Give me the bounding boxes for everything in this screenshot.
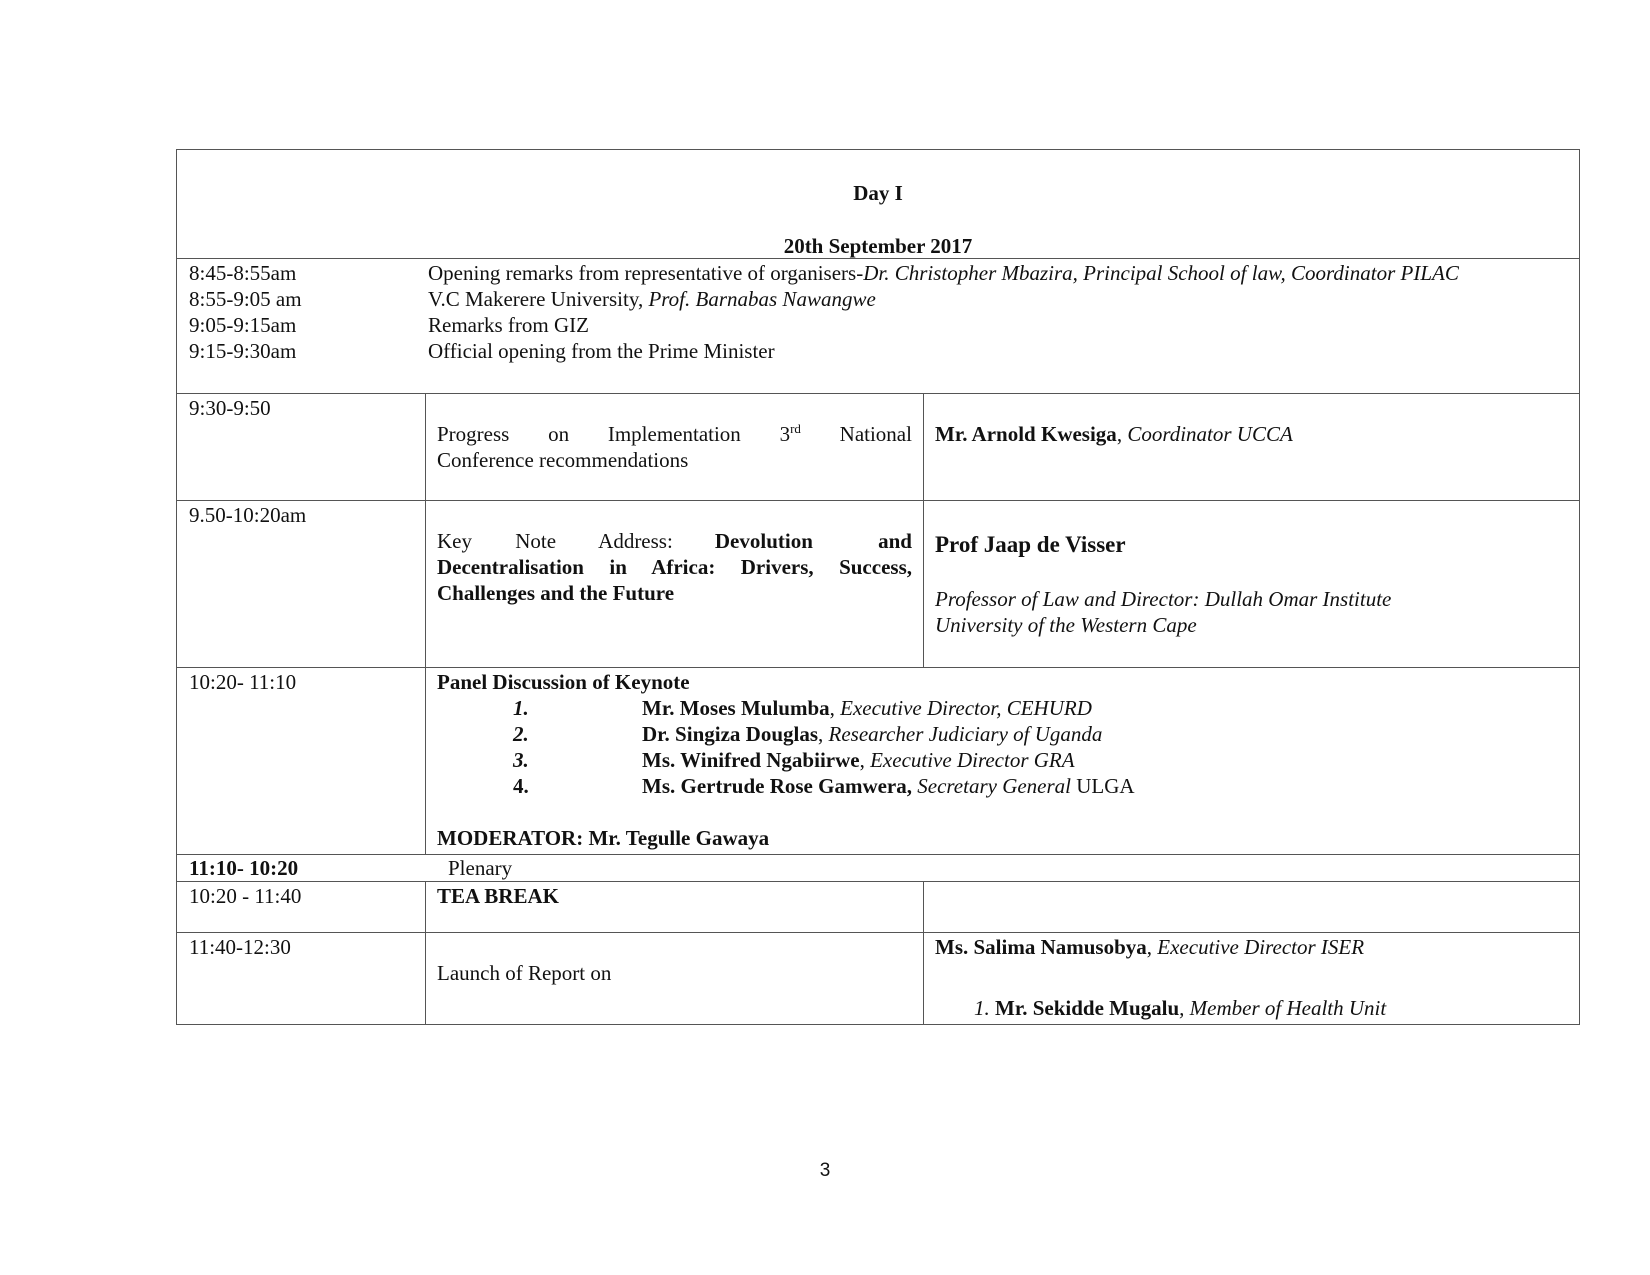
opening-item-3: Remarks from GIZ <box>428 313 589 337</box>
topic-cell <box>425 933 923 1024</box>
plenary-label: Plenary <box>448 856 513 880</box>
topic-line-2: Decentralisation in Africa: Drivers, Success, <box>437 555 912 579</box>
day-header-row <box>176 149 1580 259</box>
speaker: Mr. Arnold Kwesiga, Coordinator UCCA <box>935 422 1293 446</box>
agenda-table <box>176 149 1580 1025</box>
launch-label: Launch of Report on <box>437 961 612 985</box>
time-slot: 9:05-9:15am <box>189 313 297 337</box>
speaker-role-1: Professor of Law and Director: Dullah Omar Institute <box>935 587 1392 611</box>
sub-speaker: 1. Mr. Sekidde Mugalu, Member of Health Unit <box>974 996 1387 1020</box>
opening-row <box>176 259 1580 394</box>
page-number: 3 <box>819 1160 831 1181</box>
topic-cell <box>425 501 923 667</box>
opening-items <box>428 260 1459 364</box>
time-cell <box>177 501 425 667</box>
topic-cell <box>425 394 923 500</box>
keynote-row <box>176 501 1580 668</box>
speaker-role-2: University of the Western Cape <box>935 613 1197 637</box>
opening-item-1: Opening remarks from representative of organisers-Dr. Christopher Mbazira, Principal School of law, Coordinator PILAC <box>428 261 1459 285</box>
launch-row <box>176 933 1580 1025</box>
opening-item-4: Official opening from the Prime Minister <box>428 339 775 363</box>
panel-cell: Panel Discussion of Keynote 1. Mr. Moses Mulumba, Executive Director, CEHURD 2. Dr. Singiza Douglas, Researcher Judiciary of Uganda 3. Ms. Winifred Ngabiirwe, Executive Director GRA 4. Ms. Gertrude Rose Gamwera, Secretary General ULGA MODERATOR: Mr. Tegulle Gawaya <box>425 668 1579 854</box>
time-slot: 8:55-9:05 am <box>189 287 302 311</box>
speaker: Ms. Salima Namusobya, Executive Director ISER <box>935 935 1365 959</box>
time-slot: 9.50-10:20am <box>189 503 307 527</box>
time-slot: 9:15-9:30am <box>189 339 297 363</box>
day-date: 20th September 2017 <box>783 234 973 258</box>
time-slot: 11:40-12:30 <box>189 935 291 959</box>
time-slot: 9:30-9:50 <box>189 396 271 420</box>
topic-line-1: Progress on Implementation 3rd National <box>437 421 912 446</box>
plenary-row <box>176 855 1580 882</box>
panel-row <box>176 668 1580 855</box>
panel-moderator: MODERATOR: Mr. Tegulle Gawaya <box>437 826 770 850</box>
time-cell <box>177 394 425 500</box>
speaker-cell <box>923 501 1579 667</box>
time-slot: 10:20 - 11:40 <box>189 884 302 908</box>
time-slot: 11:10- 10:20 <box>189 856 299 880</box>
progress-row <box>176 394 1580 501</box>
speaker-cell <box>923 394 1579 500</box>
panel-heading: Panel Discussion of Keynote <box>437 670 690 694</box>
time-slot: 10:20- 11:10 <box>189 670 297 694</box>
time-cell <box>177 668 425 854</box>
speaker-cell <box>923 882 1579 932</box>
speaker-cell <box>923 933 1579 1024</box>
tea-break-row <box>176 882 1580 933</box>
day-title: Day I <box>853 181 903 205</box>
time-cell <box>177 933 425 1024</box>
opening-times <box>189 260 302 364</box>
tea-break-label: TEA BREAK <box>437 884 559 908</box>
time-slot: 8:45-8:55am <box>189 261 297 285</box>
keynote-speaker: Prof Jaap de Visser <box>935 532 1126 557</box>
topic-line-1: Key Note Address: Devolution and <box>437 529 912 553</box>
topic-line-2: Conference recommendations <box>437 448 689 472</box>
topic-cell <box>425 882 923 932</box>
topic-line-3: Challenges and the Future <box>437 581 675 605</box>
opening-item-2: V.C Makerere University, Prof. Barnabas Nawangwe <box>428 287 876 311</box>
time-cell <box>177 882 425 932</box>
